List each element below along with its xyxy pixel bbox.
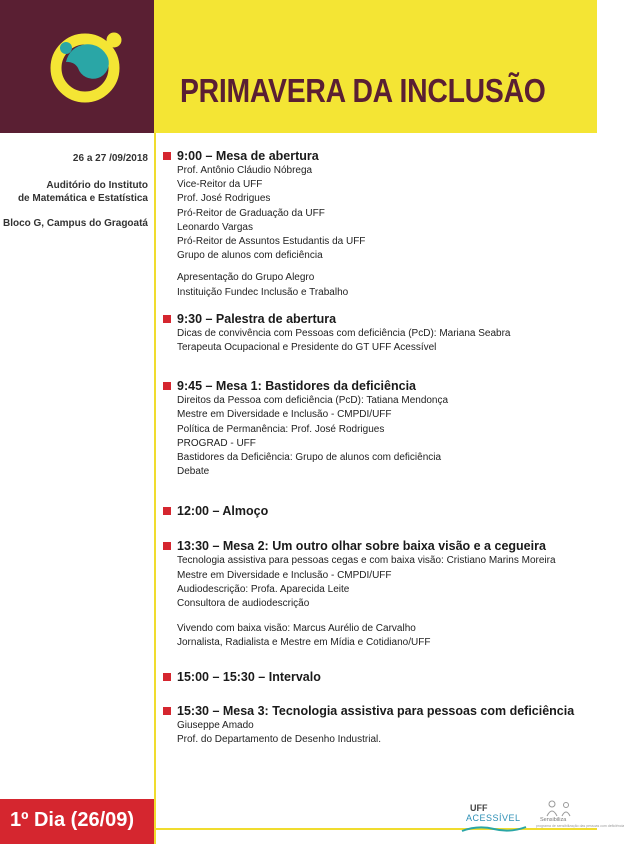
program-line: Direitos da Pessoa com deficiência (PcD): Tatiana Mendonça (177, 395, 449, 407)
program-line: Apresentação do Grupo Alegro (177, 272, 315, 284)
program-line: Prof. do Departamento de Desenho Industrial. (177, 733, 382, 745)
page-title: PRIMAVERA DA INCLUSÃO (180, 72, 546, 109)
sensibiliza-logo (534, 800, 624, 834)
day-label: 1º Dia (26/09) (10, 809, 135, 831)
program-heading: 12:00 – Almoço (177, 504, 269, 519)
uff-logo-bottom-text: ACESSÍVEL (466, 813, 521, 823)
program-heading: 9:00 – Mesa de abertura (177, 149, 319, 163)
logo-panel (0, 0, 154, 133)
sensibiliza-name: Sensibiliza (540, 817, 567, 823)
program-line: Prof. José Rodrigues (177, 193, 271, 205)
red-square-bullet-icon (163, 315, 171, 323)
program-line: Jornalista, Radialista e Mestre em Mídia e Cotidiano/UFF (177, 637, 431, 649)
program-line: Mestre em Diversidade e Inclusão - CMPDI/UFF (177, 409, 392, 421)
program-line: Pró-Reitor de Graduação da UFF (177, 207, 325, 219)
red-square-bullet-icon (163, 707, 171, 715)
program-item (163, 538, 583, 650)
program-heading: 15:00 – 15:30 – Intervalo (177, 669, 321, 684)
red-square-bullet-icon (163, 382, 171, 390)
program-line: Mestre em Diversidade e Inclusão - CMPDI/UFF (177, 569, 392, 581)
day-label-badge (0, 799, 154, 844)
program-line: PROGRAD - UFF (177, 437, 256, 449)
divider-vertical (154, 133, 156, 844)
program-line: Terapeuta Ocupacional e Presidente do GT UFF Acessível (177, 342, 437, 354)
event-dates: 26 a 27 /09/2018 (72, 153, 148, 164)
program-line: Bastidores da Deficiência: Grupo de alunos com deficiência (177, 452, 442, 464)
program-heading: 15:30 – Mesa 3: Tecnologia assistiva para pessoas com deficiência (177, 703, 575, 718)
program-line: Giuseppe Amado (177, 719, 254, 731)
program-line: Política de Permanência: Prof. José Rodrigues (177, 423, 385, 435)
program-item (163, 503, 583, 519)
venue-location: Bloco G, Campus do Gragoatá (2, 218, 148, 229)
program-item (163, 703, 583, 747)
program-line: Prof. Antônio Cláudio Nóbrega (177, 165, 313, 176)
red-square-bullet-icon (163, 673, 171, 681)
program-heading: 9:30 – Palestra de abertura (177, 311, 337, 326)
program-line: Pró-Reitor de Assuntos Estudantis da UFF (177, 236, 366, 248)
wave-icon (462, 825, 526, 833)
program-item (163, 148, 583, 300)
red-square-bullet-icon (163, 152, 171, 160)
program-item (163, 669, 583, 685)
uff-logo-top-text: UFF (470, 803, 488, 813)
program-line: Audiodescrição: Profa. Aparecida Leite (177, 583, 350, 595)
program-item (163, 378, 583, 479)
sensibiliza-tagline: programa de sensibilização das pessoas com deficiência (536, 824, 624, 828)
program-line: Debate (177, 466, 210, 478)
people-outline-icon (540, 800, 580, 817)
inclusion-logo-icon (44, 18, 136, 110)
program-line: Vice-Reitor da UFF (177, 179, 263, 191)
program-line: Instituição Fundec Inclusão e Trabalho (177, 286, 349, 298)
program-line: Consultora de audiodescrição (177, 598, 310, 610)
program-heading: 13:30 – Mesa 2: Um outro olhar sobre baixa visão e a cegueira (177, 539, 546, 554)
program-line: Tecnologia assistiva para pessoas cegas e com baixa visão: Cristiano Marins Moreira (177, 555, 556, 567)
uff-acessivel-logo (462, 803, 532, 835)
red-square-bullet-icon (163, 507, 171, 515)
program-item (163, 311, 583, 355)
program-line: Leonardo Vargas (177, 221, 253, 233)
program-line: Grupo de alunos com deficiência (177, 250, 323, 262)
red-square-bullet-icon (163, 542, 171, 550)
program-line: Vivendo com baixa visão: Marcus Aurélio de Carvalho (177, 623, 416, 635)
program-list (163, 148, 583, 747)
venue-line-1: Auditório do Instituto (46, 180, 148, 191)
program-heading: 9:45 – Mesa 1: Bastidores da deficiência (177, 379, 416, 394)
venue-line-2: de Matemática e Estatística (17, 193, 148, 204)
program-line: Dicas de convivência com Pessoas com deficiência (PcD): Mariana Seabra (177, 327, 511, 339)
